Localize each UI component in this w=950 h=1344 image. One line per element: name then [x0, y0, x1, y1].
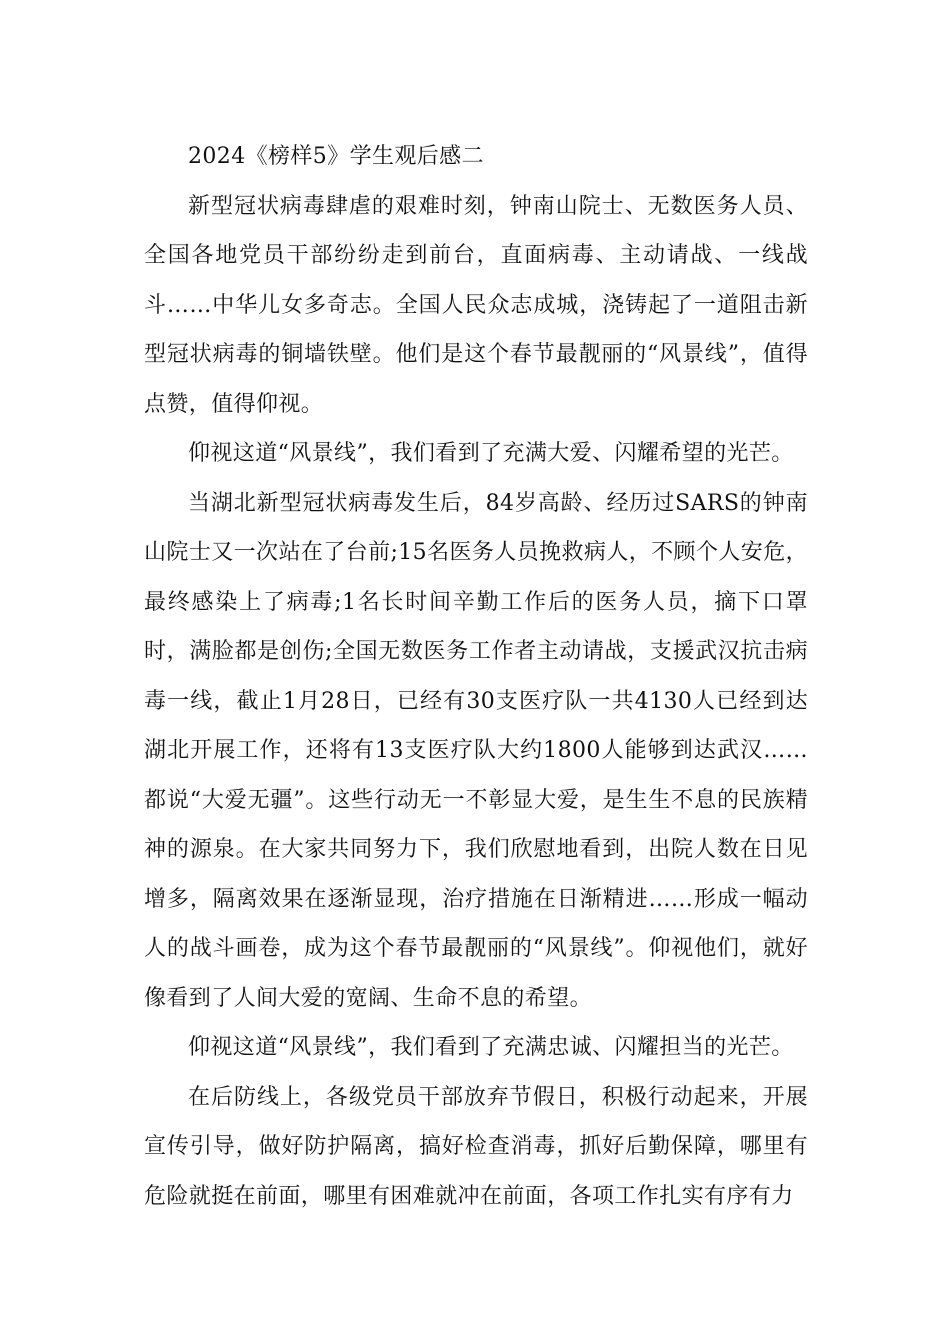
- document-title: 2024《榜样5》学生观后感二: [188, 144, 484, 169]
- paragraph-1: 新型冠状病毒肆虐的艰难时刻，钟南山院士、无数医务人员、全国各地党员干部纷纷走到前台，直面病毒、主动请战、一线战斗……中华儿女多奇志。全国人民众志成城，浇铸起了一道阻击新型冠状病毒的铜墙铁壁。他们是这个春节最靓丽的“风景线”，值得点赞，值得仰视。: [144, 193, 808, 417]
- paragraph-4: 仰视这道“风景线”，我们看到了充满忠诚、闪耀担当的光芒。: [188, 1035, 794, 1060]
- paragraph-5: 在后防线上，各级党员干部放弃节假日，积极行动起来，开展宣传引导，做好防护隔离，搞好检查消毒，抓好后勤保障，哪里有危险就挺在前面，哪里有困难就冲在前面，各项工作扎实有序有力: [144, 1084, 808, 1209]
- document-body: [144, 132, 808, 1221]
- paragraph-2: 仰视这道“风景线”，我们看到了充满大爱、闪耀希望的光芒。: [188, 441, 794, 466]
- paragraph-3: 当湖北新型冠状病毒发生后，84岁高龄、经历过SARS的钟南山院士又一次站在了台前;15名医务人员挽救病人，不顾个人安危，最终感染上了病毒;1名长时间辛勤工作后的医务人员，摘下口罩时，满脸都是创伤;全国无数医务工作者主动请战，支援武汉抗击病毒一线，截止1月28日，已经有30支医疗队一共4130人已经到达湖北开展工作，还将有13支医疗队大约1800人能够到达武汉……都说“大爱无疆”。这些行动无一不彰显大爱，是生生不息的民族精神的源泉。在大家共同努力下，我们欣慰地看到，出院人数在日见增多，隔离效果在逐渐显现，治疗措施在日渐精进……形成一幅动人的战斗画卷，成为这个春节最靓丽的“风景线”。仰视他们，就好像看到了人间大爱的宽阔、生命不息的希望。: [144, 490, 808, 1011]
